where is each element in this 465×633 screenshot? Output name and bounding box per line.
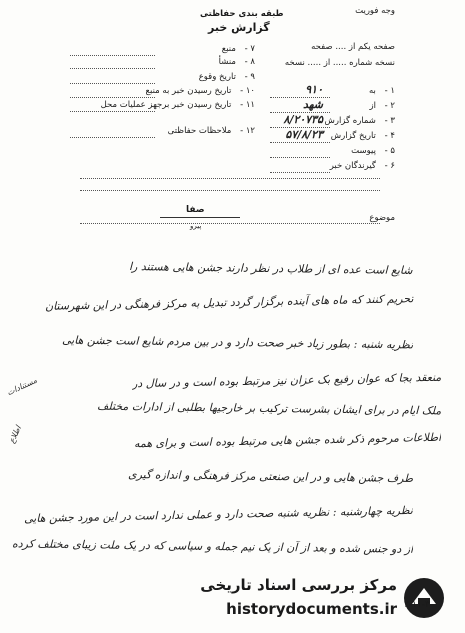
- field-row: ۴ - تاریخ گزارش ۵۷/۸/۲۳: [285, 128, 395, 141]
- page-label: صفحه یکم از .... صفحه: [311, 42, 395, 52]
- copy-label: نسخه شماره ..... از ..... نسخه: [284, 58, 395, 68]
- handwritten-line: ملک ایام در برای ایشان بشرست ترکیب بر خارجیها بطلبی از ادارات مختلف: [96, 399, 442, 418]
- field-row: ۷ - منبع: [221, 44, 255, 54]
- handwritten-line: نظریه چهارشنبه : نظریه شنبه صحت دارد و عملی ندارد است در این مورد جشن هایی: [24, 503, 414, 526]
- field-label: پیوست: [351, 146, 376, 156]
- field-label: تاریخ وقوع: [198, 72, 236, 82]
- field-number: ۱: [390, 86, 395, 96]
- field-number: ۹: [250, 72, 255, 82]
- field-label: به: [369, 86, 376, 96]
- field-number: ۱۱: [245, 100, 255, 110]
- field-label: تاریخ رسیدن خبر برجهز عملیات محل: [100, 100, 232, 110]
- divider: [80, 190, 380, 191]
- field-row: ۱۲ - ملاحظات حفاظتی: [167, 126, 255, 136]
- field-line: [270, 157, 330, 158]
- field-row: ۹ - تاریخ وقوع: [198, 72, 255, 82]
- field-number: ۶: [390, 161, 395, 171]
- field-line: [70, 97, 155, 98]
- field-row: ۸ - منشأ: [218, 57, 255, 67]
- page-reference: ۲-۱۱-۳: [404, 600, 430, 610]
- classification-label: طبقه بندی حفاظتی: [200, 9, 284, 19]
- field-label: منبع: [221, 44, 236, 54]
- field-number: ۷: [250, 44, 255, 54]
- field-line: [70, 55, 155, 56]
- field-row: ۱۱ - تاریخ رسیدن خبر برجهز عملیات محل: [100, 100, 255, 110]
- handwritten-line: تحریم کنند که ماه های آینده برگزار گردد تبدیل به مرکز فرهنگی در این شهرستان: [44, 292, 414, 313]
- field-value: شهد: [302, 98, 323, 111]
- field-row: ۵ - پیوست: [351, 146, 395, 156]
- subject-stamp-sub: پیرو: [190, 222, 202, 230]
- field-row: ۳ - شماره گزارش ۸/۲۰۷۳۵: [283, 113, 395, 126]
- handwritten-line: منعقد بجا که عوان رفیع بک عزان نیز مرتبط بوده است و در سال در: [131, 370, 442, 391]
- field-label: تاریخ گزارش: [330, 131, 376, 141]
- subject-stamp: صفا: [186, 205, 205, 215]
- watermark-title: مرکز بررسی اسناد تاریخی: [200, 576, 397, 594]
- field-label: گیرندگان خبر: [329, 161, 376, 171]
- field-label: منشأ: [218, 57, 236, 67]
- field-line: [70, 83, 155, 84]
- watermark: [180, 570, 455, 625]
- field-label: از: [369, 101, 376, 111]
- field-label: ملاحظات حفاظتی: [167, 126, 232, 136]
- field-line: [70, 68, 155, 69]
- subject-line: [80, 223, 380, 224]
- report-title: گزارش خبر: [208, 21, 270, 34]
- field-number: ۴: [390, 131, 395, 141]
- handwritten-line: اطلاعات مرحوم ذکر شده جشن هایی مرتبط بوده است و برای همه: [133, 430, 442, 451]
- watermark-logo: [402, 576, 446, 620]
- field-label: تاریخ رسیدن خبر به منبع: [145, 86, 232, 96]
- field-row: ۱ - به ۹۱۰: [305, 83, 395, 96]
- field-number: ۲: [390, 101, 395, 111]
- field-line: [270, 172, 330, 173]
- field-row: ۲ - از شهد: [302, 98, 395, 111]
- subject-label: موضوع: [369, 213, 395, 223]
- handwritten-line: شایع است عده ای از طلاب در نظر دارند جشن هایی هستند را: [129, 260, 414, 277]
- field-number: ۳: [390, 116, 395, 126]
- field-line: [70, 111, 155, 112]
- margin-note: اطلاع: [7, 424, 23, 445]
- handwritten-line: نظریه شنبه : بطور زیاد خبر صحت دارد و در بین مردم شایع است جشن هایی: [61, 333, 414, 352]
- field-line: [70, 137, 155, 138]
- field-number: ۵: [390, 146, 395, 156]
- field-row: ۱۰ - تاریخ رسیدن خبر به منبع: [145, 86, 255, 96]
- field-line: [270, 142, 330, 143]
- field-number: ۱۰: [245, 86, 255, 96]
- handwritten-line: طرف جشن هایی و در این صنعتی مرکز فرهنگی و اندازه گیری: [127, 468, 414, 485]
- divider: [80, 178, 380, 179]
- field-number: ۱۲: [245, 126, 255, 136]
- field-number: ۸: [250, 57, 255, 67]
- watermark-url: historydocuments.ir: [226, 600, 397, 618]
- margin-note: مستنادات: [5, 375, 39, 398]
- field-value: ۹۱۰: [305, 83, 323, 96]
- field-row: ۶ - گیرندگان خبر: [329, 161, 395, 171]
- field-value: ۵۷/۸/۲۳: [285, 128, 323, 141]
- urgency-label: وجه فوریت: [355, 6, 395, 16]
- handwritten-line: از دو جنس شده و بعد از آن از یک نیم جمله و سیاسی که در یک ملت زیبای مختلف کرده: [11, 537, 414, 556]
- subject-underline: [160, 217, 240, 218]
- field-value: ۸/۲۰۷۳۵: [283, 113, 323, 126]
- field-label: شماره گزارش: [324, 116, 376, 126]
